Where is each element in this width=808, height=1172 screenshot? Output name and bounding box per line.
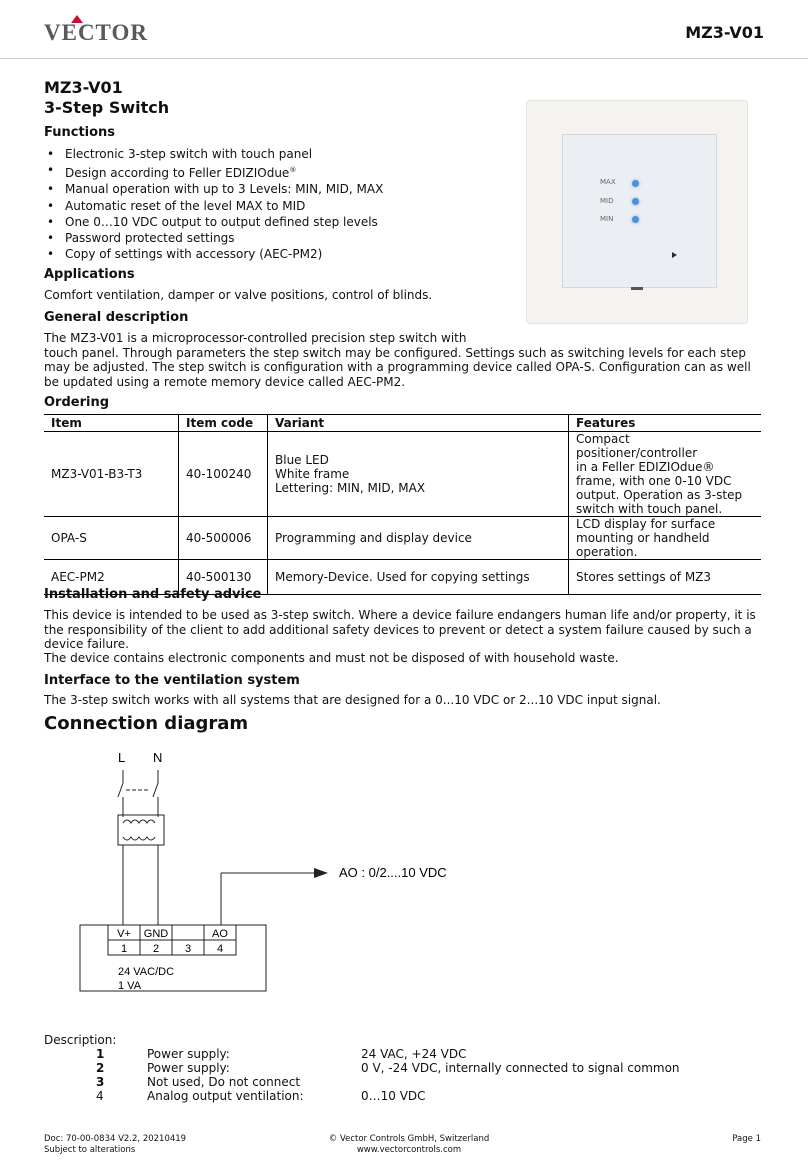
functions-list bbox=[44, 146, 383, 262]
applications-heading: Applications bbox=[44, 267, 135, 282]
table-header-row bbox=[44, 415, 761, 432]
features-line: LCD display for surface bbox=[576, 517, 716, 531]
variant-line: Blue LED bbox=[275, 453, 329, 467]
desc-number: 3 bbox=[96, 1075, 105, 1089]
desc-value: 0 V, -24 VDC, internally connected to signal common bbox=[361, 1061, 680, 1075]
function-item: • Automatic reset of the level MAX to MID bbox=[44, 198, 383, 214]
terminal-name: GND bbox=[143, 928, 169, 940]
cell-variant: Programming and display device bbox=[268, 517, 569, 560]
footer-doc: Doc: 70-00-0834 V2.2, 20210419 bbox=[44, 1134, 187, 1144]
cell-features bbox=[569, 517, 762, 560]
function-item: • Manual operation with up to 3 Levels: MIN, MID, MAX bbox=[44, 181, 383, 197]
cell-variant bbox=[268, 432, 569, 517]
logo-triangle-icon bbox=[71, 15, 83, 23]
function-item: • Electronic 3-step switch with touch panel bbox=[44, 146, 383, 162]
features-line: in a Feller EDIZIOdue® bbox=[576, 460, 715, 474]
desc-number: 2 bbox=[96, 1061, 105, 1075]
header-product-code: MZ3-V01 bbox=[685, 23, 764, 42]
general-text-line1: The MZ3-V01 is a microprocessor-controlled precision step switch with bbox=[44, 331, 467, 345]
general-text bbox=[44, 331, 764, 389]
logo-text: VECTOR bbox=[44, 20, 148, 45]
cell-item: AEC-PM2 bbox=[44, 560, 179, 595]
wire-label-l: L bbox=[118, 750, 126, 765]
desc-number: 4 bbox=[96, 1089, 104, 1103]
led-max-icon bbox=[632, 180, 639, 187]
function-item: • Copy of settings with accessory (AEC-PM2) bbox=[44, 246, 383, 262]
variant-line: Lettering: MIN, MID, MAX bbox=[275, 481, 426, 495]
features-line: frame, with one 0-10 VDC bbox=[576, 474, 732, 488]
led-min-icon bbox=[632, 216, 639, 223]
desc-number: 1 bbox=[96, 1047, 105, 1061]
led-mid-icon bbox=[632, 198, 639, 205]
footer-company bbox=[254, 1134, 564, 1156]
footer-subject: Subject to alterations bbox=[44, 1145, 136, 1155]
supply-rating-line2: 1 VA bbox=[118, 980, 142, 992]
arrow-head-icon bbox=[314, 868, 328, 878]
device-label-max: MAX bbox=[600, 178, 616, 186]
variant-line: White frame bbox=[275, 467, 350, 481]
vector-logo bbox=[44, 20, 148, 46]
connection-heading: Connection diagram bbox=[44, 713, 249, 734]
general-text-rest: touch panel. Through parameters the step switch may be configured. Settings such as switching levels for each step may be adjusted. The step switch is configuration with a programming device called OPA-S. Configuration can as well be updated using a remote memory device called AEC-PM2. bbox=[44, 345, 751, 389]
cell-features bbox=[569, 432, 762, 517]
transformer-icon bbox=[118, 815, 164, 925]
footer-page-number: Page 1 bbox=[732, 1134, 761, 1144]
page-title bbox=[44, 78, 169, 118]
output-wire bbox=[221, 873, 316, 925]
function-item: • Password protected settings bbox=[44, 230, 383, 246]
terminal-name: AO bbox=[212, 928, 228, 940]
interface-heading: Interface to the ventilation system bbox=[44, 673, 300, 688]
features-line: output. Operation as 3-step bbox=[576, 488, 743, 502]
cell-code: 40-500130 bbox=[179, 560, 268, 595]
interface-text: The 3-step switch works with all systems that are designed for a 0...10 VDC or 2...10 VDC input signal. bbox=[44, 693, 661, 707]
table-row bbox=[44, 432, 761, 517]
terminal-block bbox=[117, 928, 228, 955]
footer-website: www.vectorcontrols.com bbox=[356, 1145, 462, 1155]
cell-variant: Memory-Device. Used for copying settings bbox=[268, 560, 569, 595]
cell-item: MZ3-V01-B3-T3 bbox=[44, 432, 179, 517]
column-header-code: Item code bbox=[179, 415, 268, 432]
terminal-number: 2 bbox=[152, 943, 160, 955]
installation-heading: Installation and safety advice bbox=[44, 587, 262, 602]
header-divider bbox=[0, 58, 808, 59]
table-row bbox=[44, 517, 761, 560]
touch-arrow-icon bbox=[672, 252, 677, 258]
features-line: Compact positioner/controller bbox=[576, 432, 698, 460]
registered-mark: ® bbox=[289, 166, 297, 175]
terminal-number: 3 bbox=[184, 943, 192, 955]
terminal-number: 1 bbox=[120, 943, 128, 955]
footer-doc-info bbox=[44, 1134, 186, 1156]
output-signal-label: AO : 0/2....10 VDC bbox=[339, 865, 447, 880]
general-heading: General description bbox=[44, 310, 189, 325]
wire-label-n: N bbox=[153, 750, 163, 765]
installation-para1: This device is intended to be used as 3-step switch. Where a device failure endangers human life and/or property, it is the responsibility of the client to add additional safety devices to prevent or detect a system failure caused by such a device failure. bbox=[44, 608, 756, 651]
cell-features: Stores settings of MZ3 bbox=[569, 560, 762, 595]
terminal-number: 4 bbox=[216, 943, 224, 955]
title-line-code: MZ3-V01 bbox=[44, 78, 123, 97]
desc-name: Power supply: bbox=[147, 1047, 230, 1061]
cell-item: OPA-S bbox=[44, 517, 179, 560]
description-label: Description: bbox=[44, 1033, 117, 1047]
desc-name: Not used, Do not connect bbox=[147, 1075, 301, 1089]
desc-name: Power supply: bbox=[147, 1061, 230, 1075]
features-line: operation. bbox=[576, 545, 638, 559]
device-box bbox=[80, 925, 266, 991]
device-label-min: MIN bbox=[600, 215, 614, 223]
column-header-features: Features bbox=[569, 415, 762, 432]
column-header-item: Item bbox=[44, 415, 179, 432]
cell-code: 40-500006 bbox=[179, 517, 268, 560]
functions-heading: Functions bbox=[44, 125, 116, 140]
supply-rating-line1: 24 VAC/DC bbox=[118, 966, 175, 978]
title-line-name: 3-Step Switch bbox=[44, 98, 170, 117]
ordering-table bbox=[44, 414, 761, 595]
desc-value: 0…10 VDC bbox=[361, 1089, 426, 1103]
features-line: switch with touch panel. bbox=[576, 502, 723, 516]
terminal-name: V+ bbox=[117, 928, 131, 940]
connection-diagram bbox=[76, 745, 496, 995]
desc-value: 24 VAC, +24 VDC bbox=[361, 1047, 467, 1061]
function-item: • One 0…10 VDC output to output defined step levels bbox=[44, 214, 383, 230]
desc-name: Analog output ventilation: bbox=[147, 1089, 304, 1103]
cell-code: 40-100240 bbox=[179, 432, 268, 517]
installation-para2: The device contains electronic components and must not be disposed of with household waste. bbox=[44, 651, 619, 665]
device-label-mid: MID bbox=[600, 197, 614, 205]
footer-copyright: © Vector Controls GmbH, Switzerland bbox=[328, 1134, 490, 1144]
switch-symbol bbox=[118, 770, 158, 817]
features-line: mounting or handheld bbox=[576, 531, 710, 545]
applications-text: Comfort ventilation, damper or valve positions, control of blinds. bbox=[44, 288, 433, 302]
ordering-heading: Ordering bbox=[44, 395, 110, 410]
device-touch-panel bbox=[562, 134, 717, 288]
column-header-variant: Variant bbox=[268, 415, 569, 432]
function-item: • Design according to Feller EDIZIOdue® bbox=[44, 162, 383, 181]
